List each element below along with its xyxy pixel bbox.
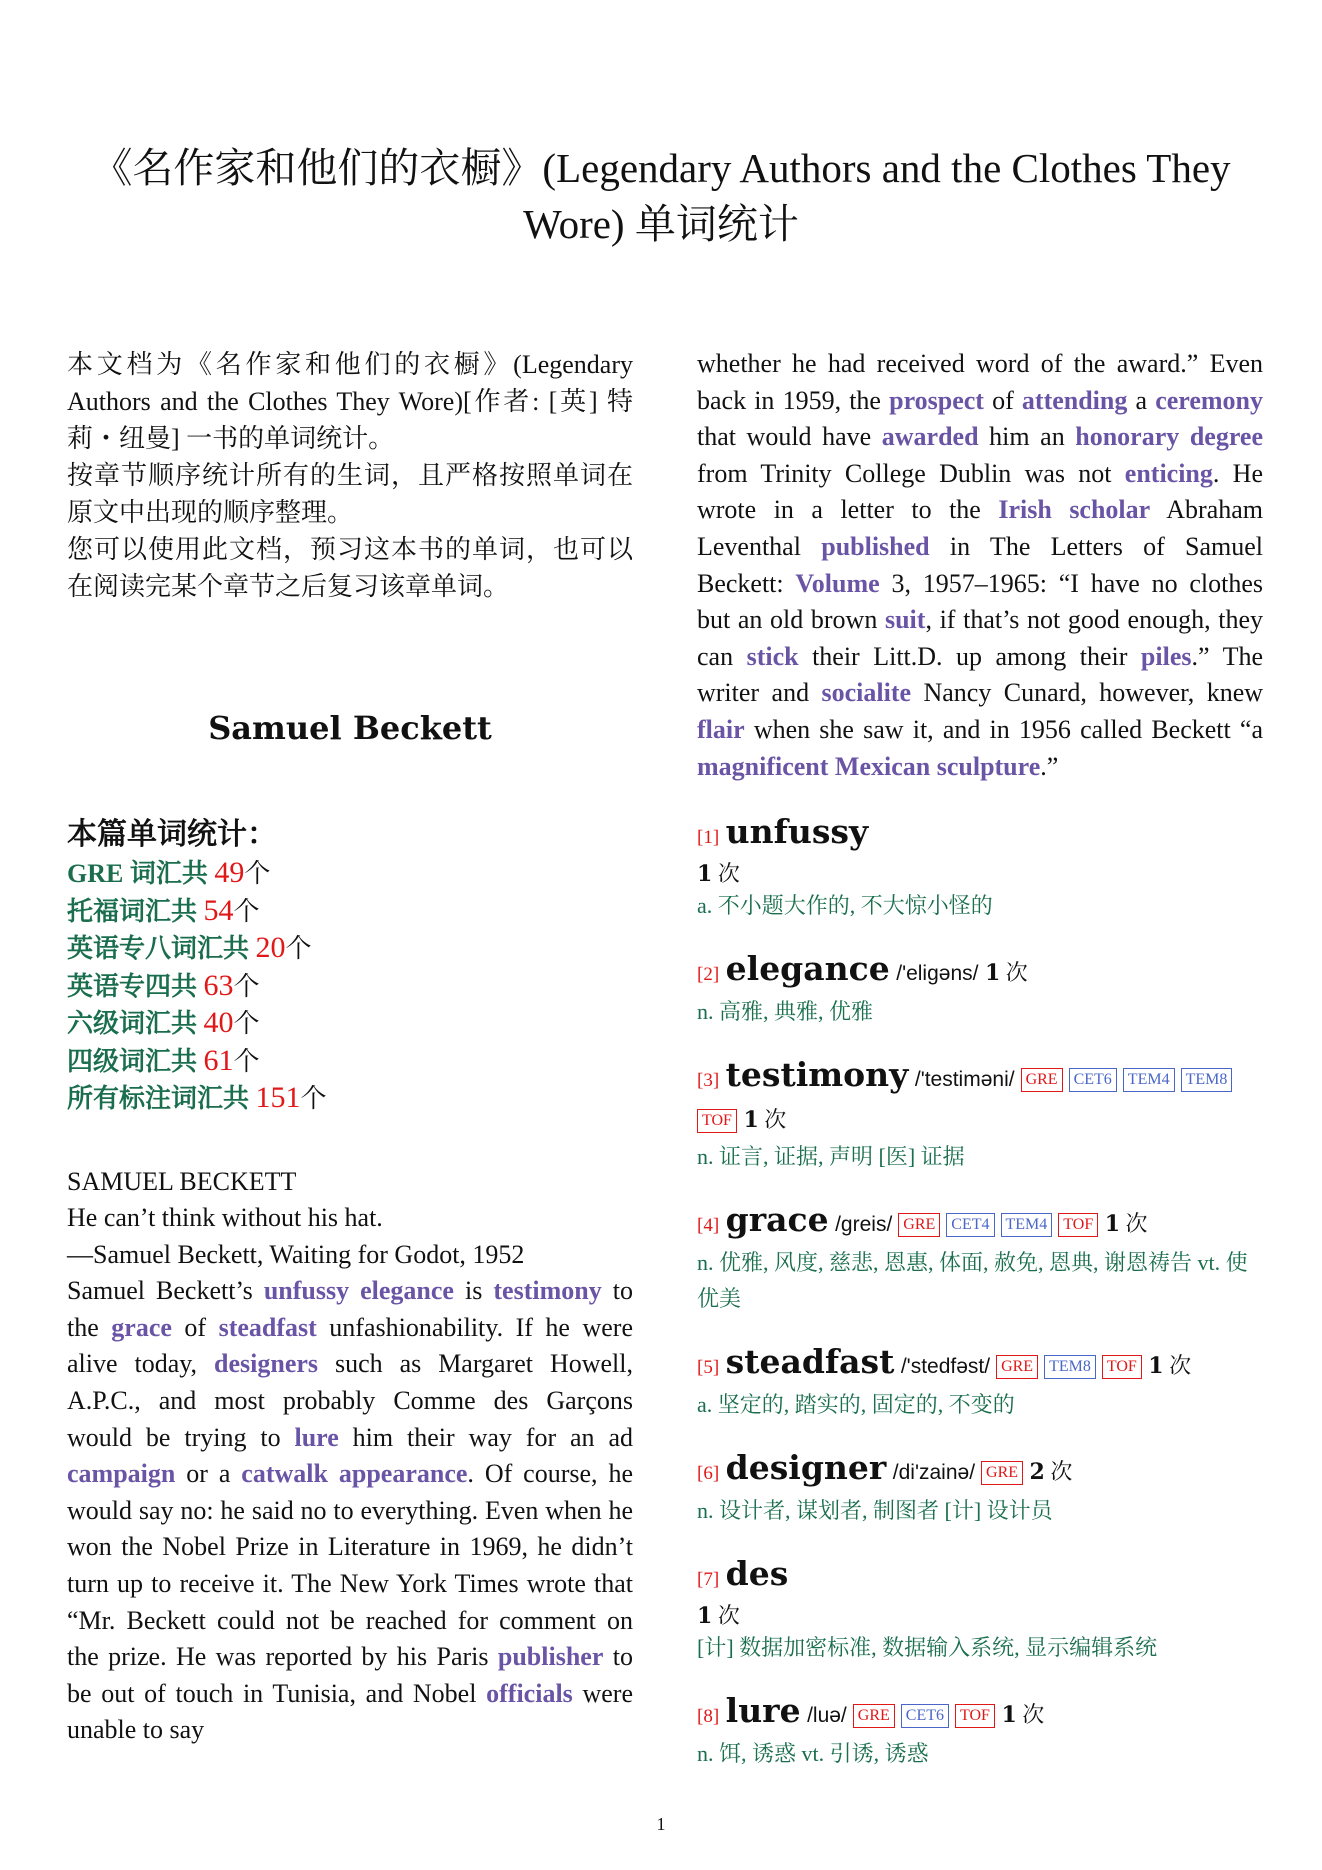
- highlighted-word[interactable]: designers: [214, 1349, 319, 1379]
- entry-definition: n. 优雅, 风度, 慈悲, 恩惠, 体面, 赦免, 恩典, 谢恩祷告 vt. 使优美: [697, 1250, 1248, 1312]
- highlighted-word[interactable]: stick: [746, 641, 799, 671]
- highlighted-word[interactable]: catwalk appearance: [241, 1459, 468, 1489]
- right-column: [697, 346, 1263, 1798]
- entry-count: 2 次: [1029, 1459, 1073, 1486]
- vocab-entry: [697, 1056, 1263, 1175]
- highlighted-word[interactable]: published: [821, 531, 930, 561]
- vocab-entry: [697, 1201, 1263, 1317]
- intro-paragraph: 您可以使用此文档，预习这本书的单词，也可以在阅读完某个章节之后复习该章单词。: [67, 535, 633, 601]
- entry-index: [4]: [697, 1215, 720, 1237]
- tag-cet6: CET6: [901, 1704, 949, 1728]
- tag-cet4: CET4: [946, 1213, 994, 1237]
- highlighted-word[interactable]: honorary degree: [1075, 422, 1263, 452]
- entry-definition: n. 设计者, 谋划者, 制图者 [计] 设计员: [697, 1498, 1053, 1524]
- highlighted-word[interactable]: grace: [111, 1312, 172, 1342]
- stats-title: 本篇单词统计：: [67, 818, 277, 851]
- vocab-entry: [697, 950, 1263, 1030]
- entry-word: grace: [725, 1200, 829, 1240]
- highlighted-word[interactable]: flair: [697, 714, 745, 744]
- entry-count: 1 次: [743, 1107, 787, 1134]
- highlighted-word[interactable]: lure: [294, 1422, 339, 1452]
- entry-word: designer: [725, 1448, 887, 1488]
- vocabulary-list: [697, 813, 1263, 1772]
- tag-gre: GRE: [853, 1704, 895, 1728]
- entry-index: [2]: [697, 964, 720, 986]
- paragraph: Samuel Beckett’s unfussy elegance is testimony to the grace of steadfast unfashionability. If he were alive today, designers such as Margaret Howell, A.P.C., and most probably Comme des Garçons would be trying to lure him their way for an ad campaign or a catwalk appearance. Of course, he would say no: he said no to everything. Even when he won the Nobel Prize in Literature in 1969, he didn’t turn up to receive it. The New York Times wrote that “Mr. Beckett could not be reached for comment on the prize. He was reported by his Paris publisher to be out of touch in Tunisia, and Nobel officials were unable to say: [67, 1276, 634, 1745]
- intro-paragraph: 本文档为《名作家和他们的衣橱》(Legendary Authors and the Clothes They Wore)[作者: [英] 特莉・纽曼] 一书的单词统计。: [67, 350, 633, 453]
- section-heading: Samuel Beckett: [208, 709, 492, 747]
- highlighted-word[interactable]: officials: [486, 1678, 573, 1708]
- highlighted-word[interactable]: steadfast: [218, 1312, 317, 1342]
- stats-list: [67, 855, 633, 1118]
- entry-phonetic: /greis/: [835, 1213, 893, 1237]
- entry-word: steadfast: [725, 1342, 895, 1382]
- entry-definition: a. 不小题大作的, 不大惊小怪的: [697, 893, 993, 919]
- tag-gre: GRE: [996, 1355, 1038, 1379]
- paragraph: whether he had received word of the award.” Even back in 1959, the prospect of attending a ceremony that would have awarded him an honorary degree from Trinity College Dublin was not enticing. He wrote in a letter to the Irish scholar Abraham Leventhal published in The Letters of Samuel Beckett: Volume 3, 1957–1965: “I have no clothes but an old brown suit, if that’s not good enough, they can stick their Litt.D. up among their piles.” The writer and socialite Nancy Cunard, however, knew flair when she saw it, and in 1956 called Beckett “a magnificent Mexican sculpture.”: [697, 349, 1264, 781]
- highlighted-word[interactable]: attending: [1021, 385, 1128, 415]
- document-title: 《名作家和他们的衣橱》(Legendary Authors and the Clothes They Wore) 单词统计: [91, 145, 1231, 247]
- stat-cet4: 四级词汇共 61个: [67, 1043, 260, 1077]
- highlighted-word[interactable]: unfussy elegance: [263, 1276, 454, 1306]
- highlighted-word[interactable]: Volume: [795, 568, 880, 598]
- entry-definition: [计] 数据加密标准, 数据输入系统, 显示编辑系统: [697, 1635, 1158, 1661]
- stat-toefl: 托福词汇共 54个: [67, 893, 260, 927]
- tag-tof: TOF: [955, 1704, 995, 1728]
- entry-count: 1 次: [1001, 1702, 1045, 1729]
- tag-tem8: TEM8: [1181, 1068, 1233, 1092]
- highlighted-word[interactable]: testimony: [493, 1276, 602, 1306]
- tag-tem4: TEM4: [1123, 1068, 1175, 1092]
- entry-index: [6]: [697, 1463, 720, 1485]
- highlighted-word[interactable]: piles: [1140, 641, 1192, 671]
- chapter-text: [67, 1164, 633, 1750]
- entry-definition: n. 证言, 证据, 声明 [医] 证据: [697, 1144, 965, 1170]
- entry-word: lure: [725, 1691, 801, 1731]
- highlighted-word[interactable]: enticing: [1124, 458, 1213, 488]
- vocab-entry: [697, 813, 1263, 924]
- entry-index: [3]: [697, 1070, 720, 1092]
- entry-index: [5]: [697, 1357, 720, 1379]
- tag-tem8: TEM8: [1044, 1355, 1096, 1379]
- tag-tem4: TEM4: [1001, 1213, 1053, 1237]
- highlighted-word[interactable]: awarded: [881, 422, 979, 452]
- chapter-caps: SAMUEL BECKETT: [67, 1166, 297, 1196]
- entry-index: [7]: [697, 1569, 720, 1591]
- entry-phonetic: /'eligəns/: [896, 962, 979, 986]
- vocab-entry: [697, 1449, 1263, 1529]
- tag-cet6: CET6: [1069, 1068, 1117, 1092]
- vocab-entry: [697, 1555, 1263, 1666]
- entry-count: 1 次: [984, 960, 1028, 987]
- vocab-entry: [697, 1692, 1263, 1772]
- tag-tof: TOF: [697, 1109, 737, 1133]
- entry-word: des: [725, 1554, 789, 1594]
- highlighted-word[interactable]: magnificent Mexican sculpture: [697, 751, 1041, 781]
- stat-tem8: 英语专八词汇共 20个: [67, 931, 312, 964]
- stat-gre: GRE 词汇共 49个: [67, 856, 271, 889]
- left-column: [67, 346, 633, 1749]
- tag-tof: TOF: [1058, 1213, 1098, 1237]
- entry-count: 1 次: [697, 861, 740, 888]
- entry-phonetic: /'stedfəst/: [900, 1355, 991, 1379]
- entry-index: [8]: [697, 1706, 720, 1728]
- entry-count: 1 次: [1148, 1353, 1192, 1380]
- epigraph-attribution: —Samuel Beckett, Waiting for Godot, 1952: [67, 1239, 525, 1269]
- vocab-entry: [697, 1343, 1263, 1423]
- tag-tof: TOF: [1102, 1355, 1142, 1379]
- entry-phonetic: /luə/: [807, 1704, 847, 1728]
- entry-word: testimony: [725, 1055, 909, 1095]
- highlighted-word[interactable]: ceremony: [1155, 385, 1263, 415]
- entry-word: elegance: [725, 949, 890, 989]
- entry-definition: n. 高雅, 典雅, 优雅: [697, 999, 874, 1025]
- intro: [67, 346, 633, 605]
- entry-definition: a. 坚定的, 踏实的, 固定的, 不变的: [697, 1392, 1015, 1418]
- entry-count: 1 次: [1104, 1211, 1148, 1238]
- entry-definition: n. 饵, 诱惑 vt. 引诱, 诱惑: [697, 1741, 929, 1767]
- highlighted-word[interactable]: campaign: [67, 1459, 176, 1489]
- page-number: 1: [656, 1814, 666, 1834]
- tag-gre: GRE: [981, 1461, 1023, 1485]
- stat-cet6: 六级词汇共 40个: [67, 1006, 260, 1039]
- entry-count: 1 次: [697, 1603, 740, 1630]
- entry-word: unfussy: [725, 812, 869, 852]
- entry-phonetic: /'testiməni/: [914, 1068, 1015, 1092]
- stat-total: 所有标注词汇共 151个: [67, 1081, 327, 1114]
- highlighted-word[interactable]: prospect: [889, 385, 984, 415]
- highlighted-word[interactable]: publisher: [497, 1642, 604, 1672]
- tag-gre: GRE: [898, 1213, 940, 1237]
- entry-index: [1]: [697, 827, 720, 849]
- epigraph: He can’t think without his hat.: [67, 1203, 383, 1233]
- stat-tem4: 英语专四共 63个: [67, 968, 260, 1002]
- highlighted-word[interactable]: Irish scholar: [998, 495, 1151, 525]
- highlighted-word[interactable]: suit: [884, 605, 926, 635]
- highlighted-word[interactable]: socialite: [821, 678, 912, 708]
- entry-phonetic: /di'zainə/: [892, 1461, 976, 1485]
- tag-gre: GRE: [1021, 1068, 1063, 1092]
- intro-paragraph: 按章节顺序统计所有的生词，且严格按照单词在原文中出现的顺序整理。: [67, 461, 633, 527]
